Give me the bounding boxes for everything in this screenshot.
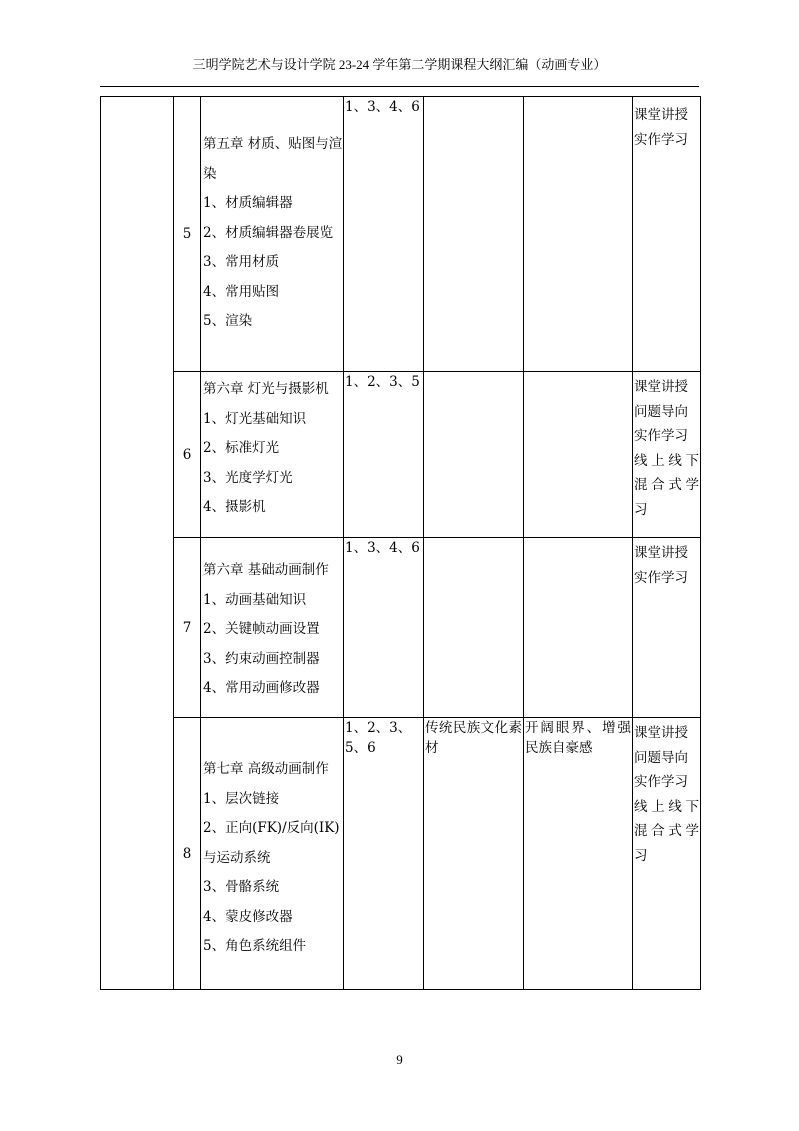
header-rule bbox=[100, 86, 699, 87]
method-line: 课堂讲授 bbox=[634, 545, 688, 561]
page-header: 三明学院艺术与设计学院 23-24 学年第二学期课程大纲汇编（动画专业） bbox=[192, 57, 607, 72]
objectives-cell bbox=[344, 718, 424, 990]
content-line: 1、层次链接 bbox=[203, 790, 280, 807]
goal-cell bbox=[524, 538, 633, 718]
objectives-text: 1、2、3、5 bbox=[345, 374, 420, 390]
content-line: 2、正向(FK)/反向(IK) bbox=[203, 820, 340, 836]
content-line: 5、角色系统组件 bbox=[203, 938, 307, 954]
table-row bbox=[101, 97, 701, 372]
course-outline-table bbox=[100, 96, 701, 990]
table-row bbox=[101, 538, 701, 718]
objectives-cell bbox=[344, 97, 424, 372]
method-line: 线上线下 bbox=[634, 452, 699, 469]
method-line: 问题导向 bbox=[634, 749, 688, 766]
goal-cell bbox=[524, 718, 633, 990]
method-line: 习 bbox=[634, 501, 648, 518]
method-line: 混合式学 bbox=[634, 823, 699, 839]
ideology-cell bbox=[424, 538, 524, 718]
ideology-text: 传统民族文化素材 bbox=[425, 720, 522, 756]
content-line: 与运动系统 bbox=[203, 849, 271, 866]
method-line: 实作学习 bbox=[634, 569, 688, 586]
chapter-content bbox=[201, 97, 344, 372]
ideology-cell bbox=[424, 718, 524, 990]
content-line: 第五章 材质、贴图与渲 bbox=[203, 136, 343, 152]
methods-cell bbox=[633, 97, 701, 372]
objectives-text: 1、2、3、5、6 bbox=[345, 720, 412, 756]
objectives-text: 1、3、4、6 bbox=[345, 540, 420, 556]
content-line: 3、骨骼系统 bbox=[203, 879, 280, 895]
objectives-cell bbox=[344, 538, 424, 718]
content-line: 4、常用贴图 bbox=[203, 283, 280, 300]
content-line: 3、光度学灯光 bbox=[203, 469, 293, 486]
content-line: 3、约束动画控制器 bbox=[203, 650, 320, 667]
goal-text: 开阔眼界、增强民族自豪感 bbox=[525, 720, 631, 756]
table-row bbox=[101, 718, 701, 990]
content-line: 2、材质编辑器卷展览 bbox=[203, 224, 334, 241]
chapter-content bbox=[201, 372, 344, 538]
page-number: 9 bbox=[396, 1052, 403, 1067]
content-line: 4、蒙皮修改器 bbox=[203, 908, 293, 925]
methods-cell bbox=[633, 718, 701, 990]
content-line: 4、常用动画修改器 bbox=[203, 680, 320, 696]
methods-cell bbox=[633, 538, 701, 718]
method-line: 实作学习 bbox=[634, 428, 688, 444]
method-line: 混合式学 bbox=[634, 477, 699, 493]
goal-cell bbox=[524, 97, 633, 372]
content-line: 2、标准灯光 bbox=[203, 440, 280, 456]
method-line: 实作学习 bbox=[634, 131, 688, 148]
row-number: 8 bbox=[174, 718, 201, 990]
objectives-cell bbox=[344, 372, 424, 538]
content-line: 1、材质编辑器 bbox=[203, 195, 293, 211]
ideology-cell bbox=[424, 97, 524, 372]
content-line: 第六章 灯光与摄影机 bbox=[203, 381, 329, 397]
content-line: 5、渲染 bbox=[203, 313, 253, 329]
methods-cell bbox=[633, 372, 701, 538]
objectives-text: 1、3、4、6 bbox=[345, 99, 420, 115]
content-line: 第六章 基础动画制作 bbox=[203, 562, 329, 578]
method-line: 习 bbox=[634, 847, 648, 864]
content-line: 第七章 高级动画制作 bbox=[203, 761, 329, 777]
method-line: 课堂讲授 bbox=[634, 379, 688, 395]
content-line: 1、灯光基础知识 bbox=[203, 410, 307, 427]
content-line: 2、关键帧动画设置 bbox=[203, 621, 320, 637]
left-blank-column bbox=[101, 97, 174, 990]
goal-cell bbox=[524, 372, 633, 538]
table-row bbox=[101, 372, 701, 538]
method-line: 课堂讲授 bbox=[634, 725, 688, 741]
chapter-content bbox=[201, 538, 344, 718]
row-number: 7 bbox=[174, 538, 201, 718]
method-line: 实作学习 bbox=[634, 774, 688, 790]
row-number: 5 bbox=[174, 97, 201, 372]
method-line: 问题导向 bbox=[634, 403, 688, 420]
content-line: 1、动画基础知识 bbox=[203, 591, 307, 608]
content-line: 4、摄影机 bbox=[203, 499, 266, 515]
method-line: 线上线下 bbox=[634, 798, 699, 815]
ideology-cell bbox=[424, 372, 524, 538]
row-number: 6 bbox=[174, 372, 201, 538]
chapter-content bbox=[201, 718, 344, 990]
content-line: 3、常用材质 bbox=[203, 254, 280, 270]
method-line: 课堂讲授 bbox=[634, 107, 688, 123]
content-line: 染 bbox=[203, 165, 217, 182]
